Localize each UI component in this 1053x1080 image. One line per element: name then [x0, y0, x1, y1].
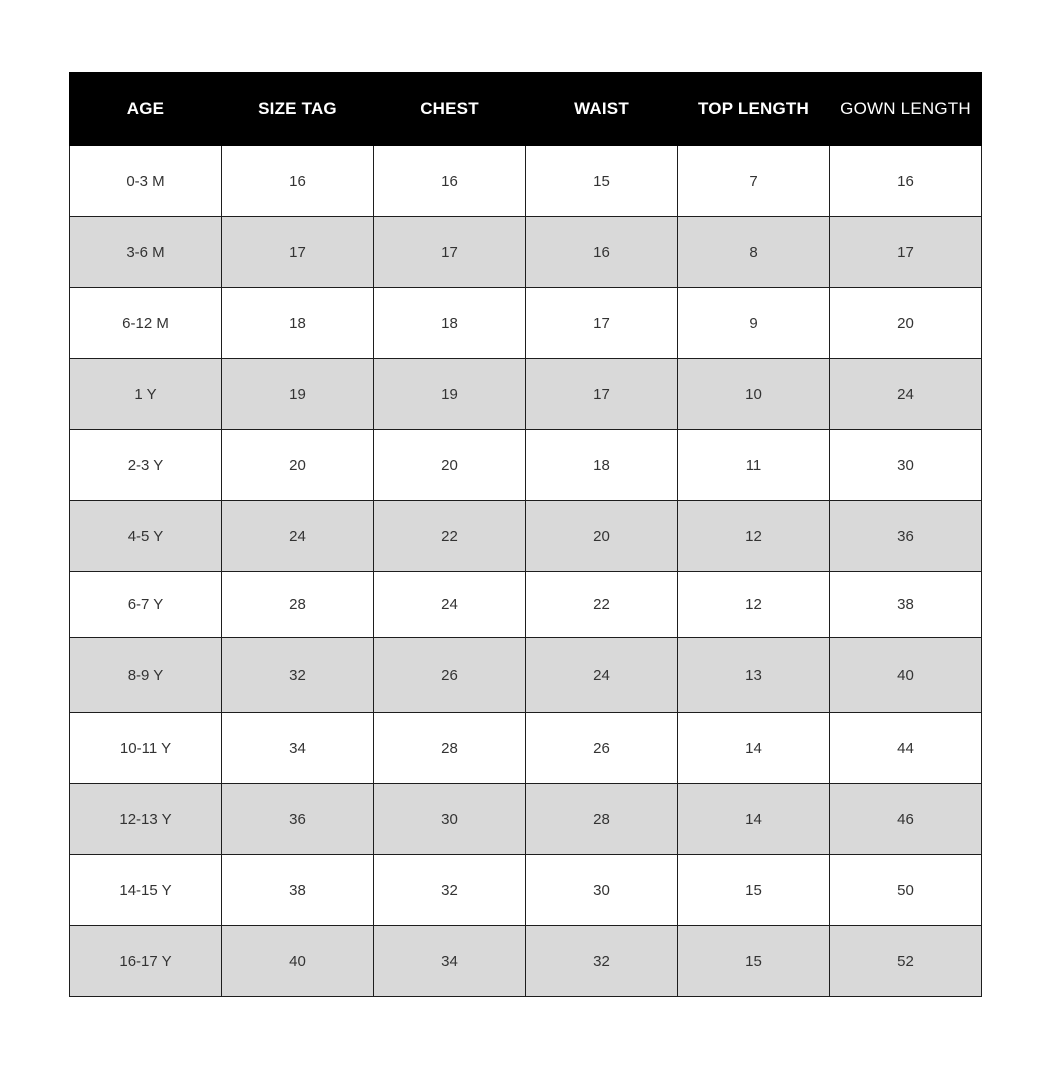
cell-chest: 20 — [374, 430, 526, 501]
cell-gown-length: 20 — [830, 288, 982, 359]
cell-size-tag: 17 — [222, 217, 374, 288]
cell-top-length: 8 — [678, 217, 830, 288]
cell-gown-length: 16 — [830, 146, 982, 217]
cell-top-length: 12 — [678, 501, 830, 572]
cell-top-length: 10 — [678, 359, 830, 430]
cell-size-tag: 34 — [222, 713, 374, 784]
cell-gown-length: 24 — [830, 359, 982, 430]
cell-waist: 28 — [526, 784, 678, 855]
header-waist: WAIST — [526, 73, 678, 146]
cell-waist: 30 — [526, 855, 678, 926]
cell-top-length: 14 — [678, 784, 830, 855]
cell-top-length: 15 — [678, 926, 830, 997]
cell-age: 6-7 Y — [70, 572, 222, 638]
table-row — [70, 430, 982, 501]
cell-top-length: 14 — [678, 713, 830, 784]
cell-waist: 16 — [526, 217, 678, 288]
size-chart-table — [69, 72, 982, 997]
cell-top-length: 7 — [678, 146, 830, 217]
cell-size-tag: 16 — [222, 146, 374, 217]
cell-chest: 22 — [374, 501, 526, 572]
cell-size-tag: 36 — [222, 784, 374, 855]
cell-waist: 15 — [526, 146, 678, 217]
header-top-length: TOP LENGTH — [678, 73, 830, 146]
cell-size-tag: 20 — [222, 430, 374, 501]
cell-size-tag: 19 — [222, 359, 374, 430]
cell-gown-length: 46 — [830, 784, 982, 855]
cell-age: 10-11 Y — [70, 713, 222, 784]
cell-chest: 18 — [374, 288, 526, 359]
cell-chest: 34 — [374, 926, 526, 997]
cell-gown-length: 17 — [830, 217, 982, 288]
cell-age: 6-12 M — [70, 288, 222, 359]
cell-age: 12-13 Y — [70, 784, 222, 855]
cell-gown-length: 36 — [830, 501, 982, 572]
cell-gown-length: 30 — [830, 430, 982, 501]
cell-chest: 24 — [374, 572, 526, 638]
cell-gown-length: 40 — [830, 638, 982, 713]
cell-chest: 16 — [374, 146, 526, 217]
cell-size-tag: 40 — [222, 926, 374, 997]
cell-waist: 24 — [526, 638, 678, 713]
table-row — [70, 288, 982, 359]
cell-age: 0-3 M — [70, 146, 222, 217]
cell-size-tag: 24 — [222, 501, 374, 572]
cell-age: 4-5 Y — [70, 501, 222, 572]
cell-waist: 20 — [526, 501, 678, 572]
cell-gown-length: 44 — [830, 713, 982, 784]
cell-gown-length: 52 — [830, 926, 982, 997]
cell-top-length: 11 — [678, 430, 830, 501]
cell-top-length: 15 — [678, 855, 830, 926]
table-row — [70, 572, 982, 638]
cell-age: 14-15 Y — [70, 855, 222, 926]
table-row — [70, 855, 982, 926]
table-row — [70, 217, 982, 288]
cell-waist: 26 — [526, 713, 678, 784]
cell-chest: 30 — [374, 784, 526, 855]
cell-size-tag: 32 — [222, 638, 374, 713]
cell-chest: 19 — [374, 359, 526, 430]
table-row — [70, 926, 982, 997]
cell-age: 16-17 Y — [70, 926, 222, 997]
table-body — [70, 146, 982, 997]
table-row — [70, 359, 982, 430]
header-row — [70, 73, 982, 146]
cell-top-length: 9 — [678, 288, 830, 359]
cell-top-length: 12 — [678, 572, 830, 638]
cell-waist: 18 — [526, 430, 678, 501]
cell-gown-length: 38 — [830, 572, 982, 638]
table-header — [70, 73, 982, 146]
cell-waist: 22 — [526, 572, 678, 638]
header-age: AGE — [70, 73, 222, 146]
cell-size-tag: 28 — [222, 572, 374, 638]
cell-chest: 17 — [374, 217, 526, 288]
cell-size-tag: 18 — [222, 288, 374, 359]
table-row — [70, 638, 982, 713]
cell-top-length: 13 — [678, 638, 830, 713]
cell-waist: 17 — [526, 288, 678, 359]
cell-waist: 32 — [526, 926, 678, 997]
table-row — [70, 713, 982, 784]
header-size-tag: SIZE TAG — [222, 73, 374, 146]
table-row — [70, 146, 982, 217]
cell-age: 3-6 M — [70, 217, 222, 288]
cell-age: 2-3 Y — [70, 430, 222, 501]
cell-chest: 26 — [374, 638, 526, 713]
cell-age: 1 Y — [70, 359, 222, 430]
table-row — [70, 501, 982, 572]
cell-waist: 17 — [526, 359, 678, 430]
header-chest: CHEST — [374, 73, 526, 146]
cell-chest: 28 — [374, 713, 526, 784]
cell-chest: 32 — [374, 855, 526, 926]
cell-size-tag: 38 — [222, 855, 374, 926]
header-gown-length: GOWN LENGTH — [830, 73, 982, 146]
table-row — [70, 784, 982, 855]
cell-age: 8-9 Y — [70, 638, 222, 713]
cell-gown-length: 50 — [830, 855, 982, 926]
